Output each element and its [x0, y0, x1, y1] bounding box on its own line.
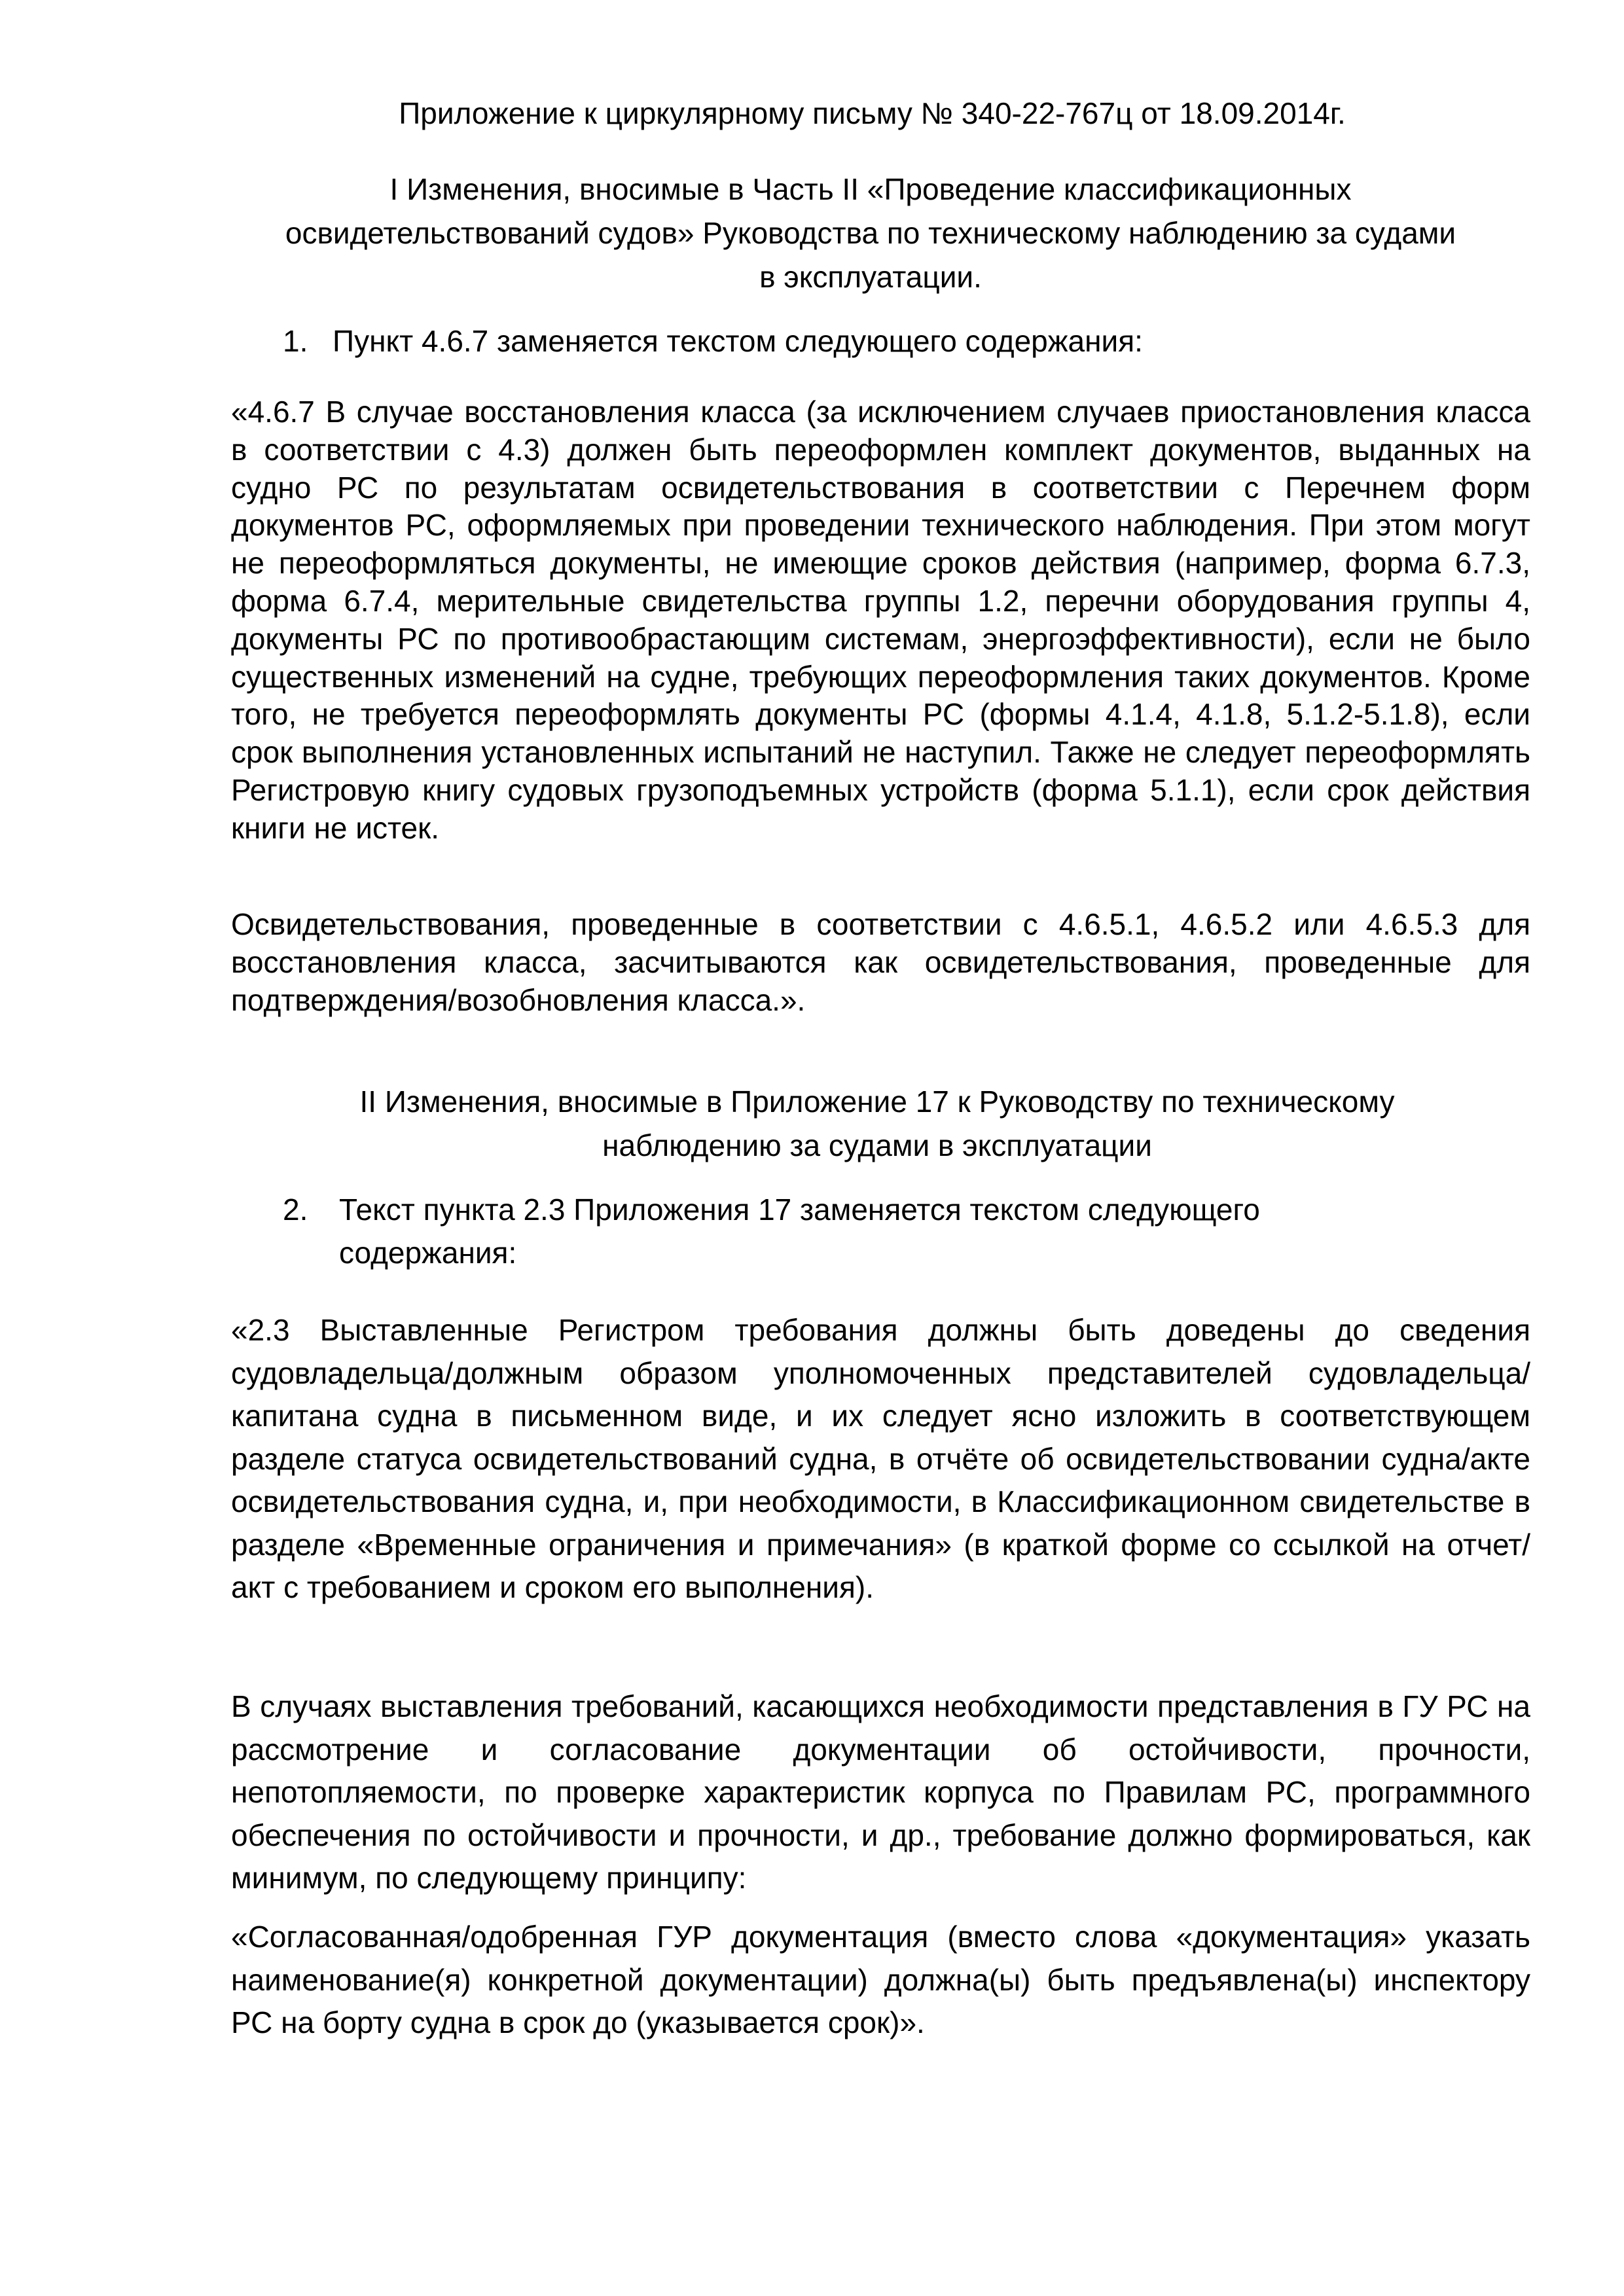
- item-text: Текст пункта 2.3 Приложения 17 заменяется текстом следующего содержания:: [339, 1193, 1260, 1270]
- paragraph-template: «Согласованная/одобренная ГУР документация (вместо слова «документация» указать наименование(я) конкретной документации) должна(ы) быть предъявлена(ы) инспектору РС на борту судна в срок до (указывается срок)».: [231, 1920, 1530, 2039]
- paragraph-4-6-7: «4.6.7 В случае восстановления класса (за исключением случаев приостановления класса в соответствии с 4.3) должен быть переоформлен комплект документов, выданных на судно РС по результатам освидетельствования в соответствии с Перечнем форм документов РС, оформляемых при проведении технического наблюдения. При этом могут не переоформляться документы, не имеющие сроков действия (например, форма 6.7.3, форма 6.7.4, мерительные свидетельства группы 1.2, перечни оборудования группы 4, документы РС по противообрастающим системам, энергоэффективности), если не было существенных изменений на судне, требующих переоформления таких документов. Кроме того, не требуется переоформлять документы РС (формы 4.1.4, 4.1.8, 5.1.2-5.1.8), если срок выполнения установленных испытаний не наступил. Также не следует переоформлять Регистровую книгу судовых грузоподъемных устройств (форма 5.1.1), если срок действия книги не истек.: [231, 395, 1530, 845]
- item-text: Пункт 4.6.7 заменяется текстом следующего содержания:: [333, 324, 1143, 358]
- item-number: 1.: [283, 324, 308, 358]
- paragraph-surveys: Освидетельствования, проведенные в соответствии с 4.6.5.1, 4.6.5.2 или 4.6.5.3 для восстановления класса, засчитываются как освидетельствования, проведенные для подтверждения/возобновления класса.».: [231, 907, 1530, 1017]
- appendix-header: Приложение к циркулярному письму № 340-22-767ц от 18.09.2014г.: [399, 96, 1346, 130]
- paragraph-requirements: В случаях выставления требований, касающихся необходимости представления в ГУ РС на рассмотрение и согласование документации об остойчивости, прочности, непотопляемости, по проверке характеристик корпуса по Правилам РС, программного обеспечения по остойчивости и прочности, и др., требование должно формироваться, как минимум, по следующему принципу:: [231, 1689, 1530, 1895]
- section-1-title: I Изменения, вносимые в Часть II «Проведение классификационных освидетельствований судов» Руководства по техническому наблюдению за судами в эксплуатации.: [285, 172, 1456, 294]
- section-2-title: II Изменения, вносимые в Приложение 17 к Руководству по техническому наблюдению за судами в эксплуатации: [359, 1085, 1395, 1162]
- paragraph-2-3: «2.3 Выставленные Регистром требования должны быть доведены до сведения судовладельца/должным образом уполномоченных представителей судовладельца/капитана судна в письменном виде, и их следует ясно изложить в соответствующем разделе статуса освидетельствований судна, в отчёте об освидетельствовании судна/акте освидетельствования судна, и, при необходимости, в Классификационном свидетельстве в разделе «Временные ограничения и примечания» (в краткой форме со ссылкой на отчет/акт с требованием и сроком его выполнения).: [231, 1313, 1530, 1604]
- item-number: 2.: [283, 1193, 308, 1227]
